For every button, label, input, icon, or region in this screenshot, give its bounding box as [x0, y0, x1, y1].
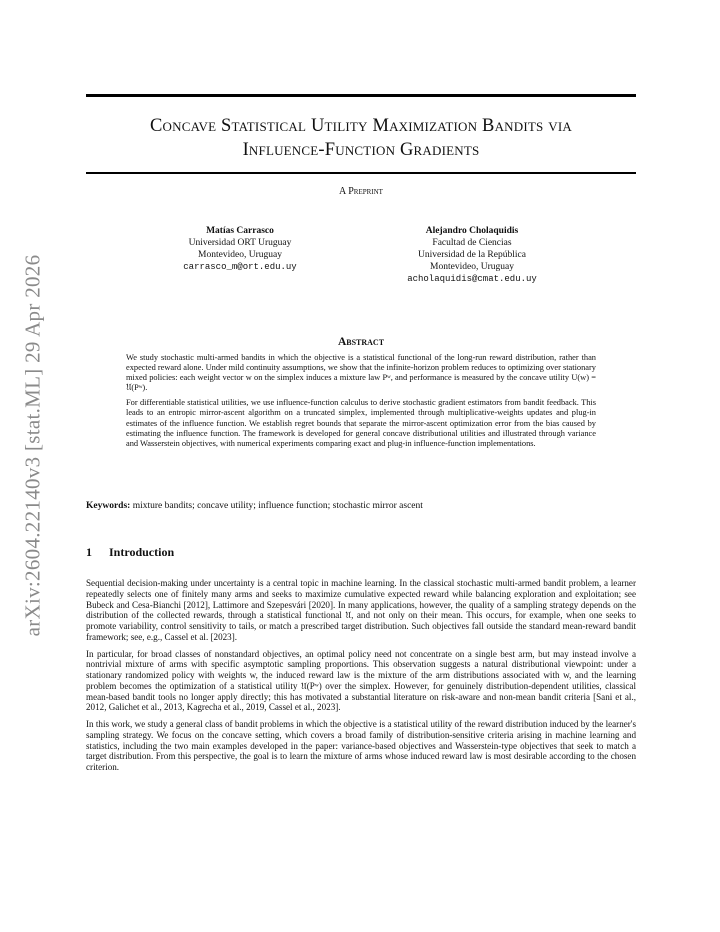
- author-location: Montevideo, Uruguay: [430, 262, 514, 272]
- body-paragraph: Sequential decision-making under uncertainty is a central topic in machine learning. In the classical stochastic multi-armed bandit problem, a learner repeatedly selects one of finitely many arms and seeks to maximize cumulative expected reward while balancing exploration and exploitation; see Bubeck and Cesa-Bianchi [2012], Lattimore and Szepesvári [2020]. In many applications, however, the quality of a sampling strategy depends on the distribution of the collected rewards, through a statistical functional 𝔘, and not only on their mean. This occurs, for example, when one seeks to promote variability, control sensitivity to tails, or match a prescribed target distribution. Such objectives fall outside the standard mean-reward bandit framework; see, e.g., Cassel et al. [2023].: [86, 578, 636, 642]
- paper-title-line-2: Influence-Function Gradients: [242, 140, 480, 160]
- paper-title-line-1: Concave Statistical Utility Maximization Bandits via: [150, 116, 572, 136]
- author-affiliation: Universidad ORT Uruguay: [188, 238, 292, 248]
- section-title: Introduction: [109, 545, 175, 559]
- abstract-body: [126, 353, 596, 454]
- section-number: 1: [86, 545, 92, 559]
- preprint-label: A Preprint: [339, 186, 383, 197]
- author-affiliation: Facultad de Ciencias: [432, 238, 512, 248]
- author-email: acholaquidis@cmat.edu.uy: [407, 274, 537, 284]
- section-heading: [86, 545, 636, 560]
- keywords-line: [86, 500, 636, 512]
- author-block-2: [372, 225, 572, 285]
- paper-title: [86, 114, 636, 162]
- author-email: carrasco_m@ort.edu.uy: [183, 262, 297, 272]
- body-paragraph: In this work, we study a general class of bandit problems in which the objective is a statistical utility of the reward distribution induced by the learner's sampling strategy. We focus on the concave setting, which covers a broad family of distribution-sensitive criteria arising in machine learning and statistics, including the two main examples developed in the paper: variance-based objectives and Wasserstein-type objectives that seek to match a target distribution. From this perspective, the goal is to learn the mixture of arms whose induced reward law is most desirable according to the chosen criterion.: [86, 719, 636, 772]
- keywords-label: Keywords:: [86, 501, 131, 511]
- title-bottom-rule: [86, 172, 636, 174]
- arxiv-identifier-stamp: [10, 215, 56, 675]
- body-paragraph: In particular, for broad classes of nonstandard objectives, an optimal policy need not concentrate on a single best arm, but may instead involve a nontrivial mixture of arms with specific asymptotic sampling proportions. This observation suggests a natural distributional viewpoint: under a stationary randomized policy with weights w, the induced reward law is the mixture of the arm distributions associated with w, and the learning problem becomes the optimization of a statistical utility 𝔘(Pʷ) over the simplex. However, for genuinely distribution-dependent utilities, classical mean-based bandit tools no longer apply directly; this has motivated a substantial literature on risk-aware and non-mean bandit criteria [Sani et al., 2012, Galichet et al., 2013, Kagrecha et al., 2019, Cassel et al., 2023].: [86, 648, 636, 713]
- author-affiliation-2: Universidad de la República: [418, 250, 526, 260]
- author-block-1: [140, 225, 340, 273]
- author-name: Alejandro Cholaquidis: [425, 226, 519, 236]
- arxiv-identifier-text: arXiv:2604.22140v3 [stat.ML] 29 Apr 2026: [20, 254, 45, 636]
- title-top-rule: [86, 94, 636, 97]
- author-name: Matías Carrasco: [206, 226, 274, 236]
- author-location: Montevideo, Uruguay: [198, 250, 282, 260]
- abstract-paragraph: We study stochastic multi-armed bandits in which the objective is a statistical functional of the long-run reward distribution, rather than expected reward alone. Under mild continuity assumptions, we show that the infinite-horizon problem reduces to optimizing over stationary mixed policies: each weight vector w on the simplex induces a mixture law Pʷ, and performance is measured by the concave utility U(w) = 𝔘(Pʷ).: [126, 353, 596, 393]
- abstract-paragraph: For differentiable statistical utilities, we use influence-function calculus to derive stochastic gradient estimators from bandit feedback. This leads to an entropic mirror-ascent algorithm on a truncated simplex, implemented through multiplicative-weights updates and plug-in estimates of the influence function. We establish regret bounds that separate the mirror-ascent optimization error from the bias caused by estimating the influence function. The framework is developed for general concave distributional utilities and illustrated through variance and Wasserstein objectives, with numerical experiments comparing exact and plug-in influence-function implementations.: [126, 398, 596, 448]
- abstract-heading: Abstract: [337, 336, 385, 348]
- keywords-text: mixture bandits; concave utility; influence function; stochastic mirror ascent: [132, 501, 423, 511]
- section-body: [86, 578, 636, 779]
